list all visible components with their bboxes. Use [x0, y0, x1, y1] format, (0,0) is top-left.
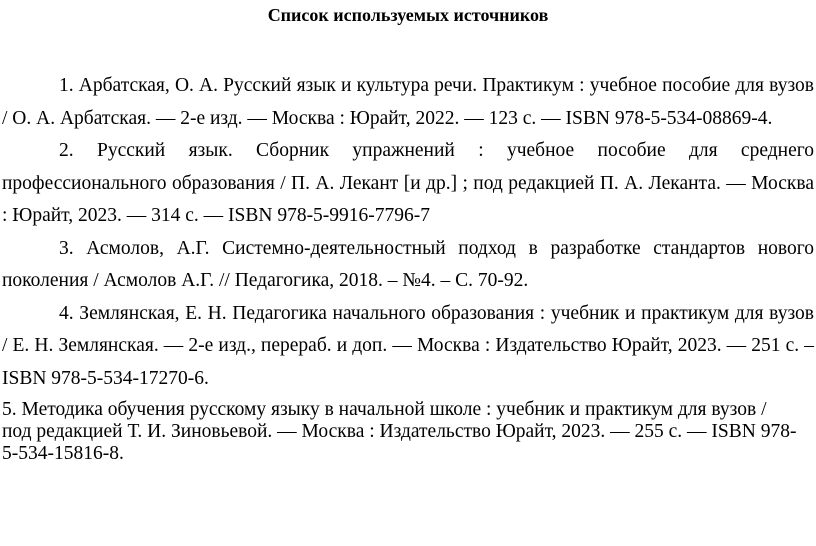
reference-entry-3: 3. Асмолов, А.Г. Системно-деятельностный подход в разработке стандартов нового поколения / Асмолов А.Г. // Педагогика, 2018. – №4. – С. 70-92. [2, 237, 814, 291]
reference-entry-4: 4. Землянская, Е. Н. Педагогика начального образования : учебник и практикум для вузов / Е. Н. Землянская. — 2-е изд., перераб. и доп. — Москва : Издательство Юрайт, 2023. — 251 с. – ISBN 978-5-534-17270-6. [2, 302, 814, 389]
reference-entry-5: 5. Методика обучения русскому языку в начальной школе : учебник и практикум для вузов / под редакцией Т. И. Зиновьевой. — Москва : Издательство Юрайт, 2023. — 255 с. — ISBN 978-5-534-15816-8. [2, 399, 797, 464]
reference-entry-2: 2. Русский язык. Сборник упражнений : учебное пособие для среднего профессионального образования / П. А. Лекант [и др.] ; под редакцией П. А. Леканта. — Москва : Юрайт, 2023. — 314 с. — ISBN 978-5-9916-7796-7 [2, 140, 814, 226]
reference-list [0, 70, 814, 465]
reference-entry-1: 1. Арбатская, О. А. Русский язык и культура речи. Практикум : учебное пособие для вузов / О. А. Арбатская. — 2-е изд. — Москва : Юрайт, 2022. — 123 с. — ISBN 978-5-534-08869-4. [2, 75, 814, 129]
page-title: Список используемых источников [267, 5, 549, 25]
